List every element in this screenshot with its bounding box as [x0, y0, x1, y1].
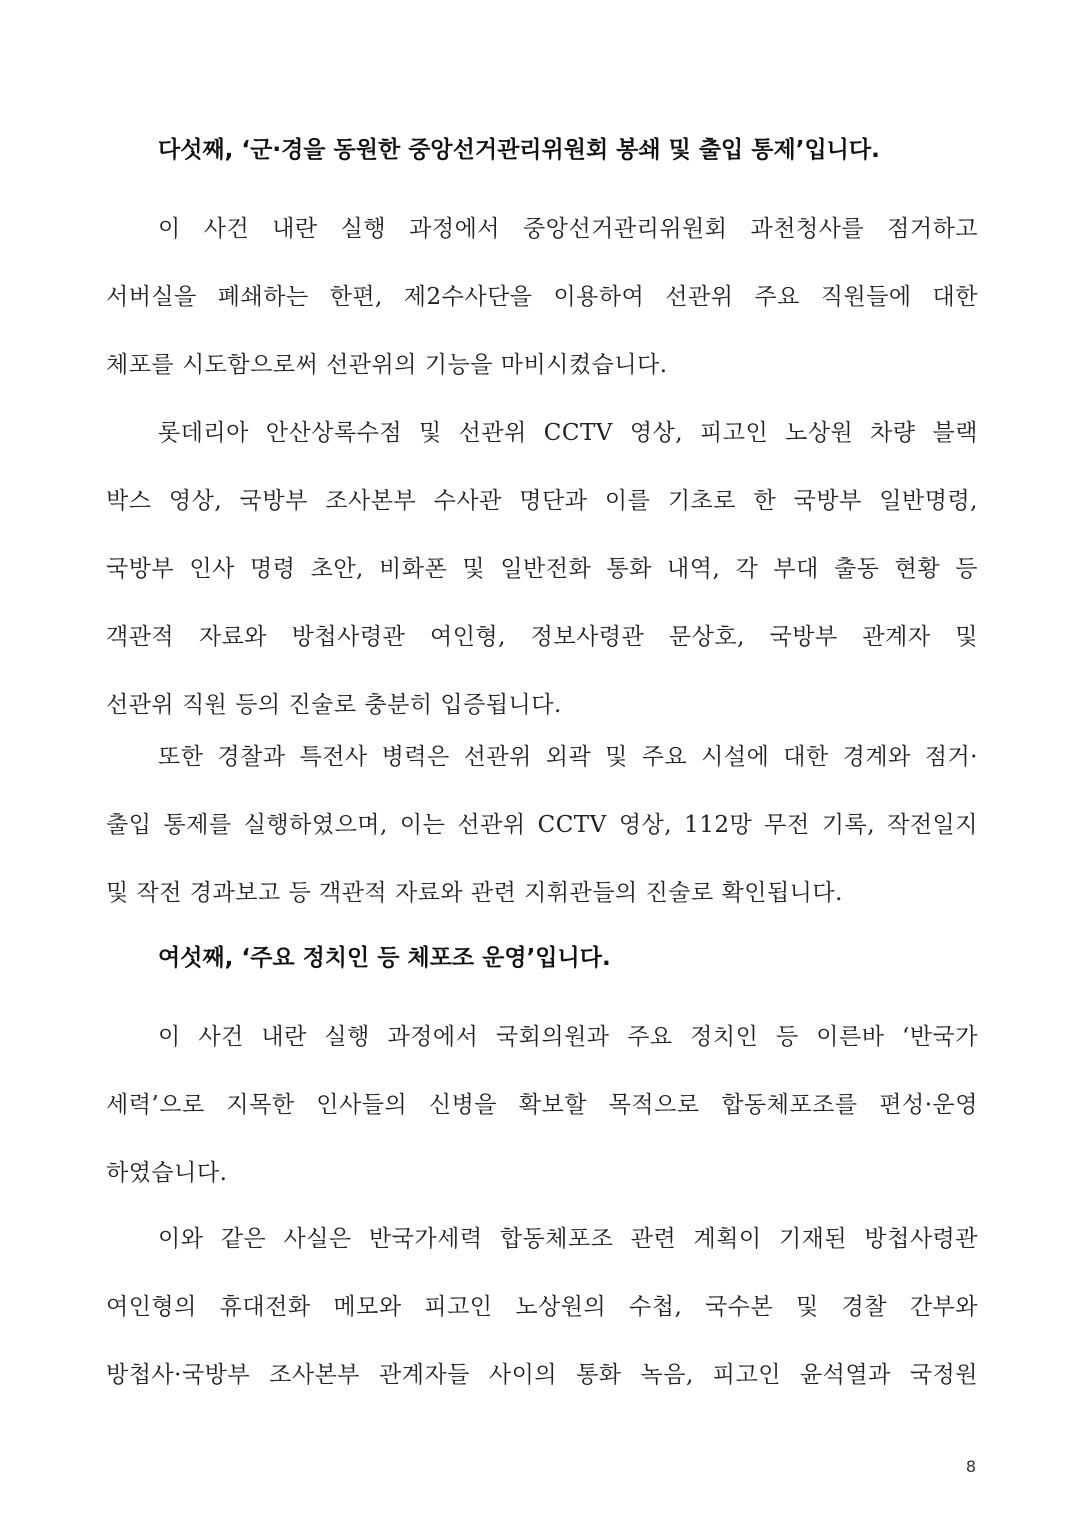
text-line: 박스 영상, 국방부 조사본부 수사관 명단과 이를 기초로 한 국방부 일반명령, — [106, 488, 978, 514]
text-line: 체포를 시도함으로써 선관위의 기능을 마비시켰습니다. — [106, 352, 668, 378]
text-line: 하였습니다. — [106, 1160, 228, 1186]
text-line: 국방부 인사 명령 초안, 비화폰 및 일반전화 통화 내역, 각 부대 출동 현황 등 — [106, 556, 978, 582]
text-line: 또한 경찰과 특전사 병력은 선관위 외곽 및 주요 시설에 대한 경계와 점거· — [158, 744, 978, 770]
section-5-heading: 다섯째, ‘군·경을 동원한 중앙선거관리위원회 봉쇄 및 출입 통제’입니다. — [158, 137, 880, 163]
text-line: 및 작전 경과보고 등 객관적 자료와 관련 지휘관들의 진술로 확인됩니다. — [106, 880, 843, 906]
text-line: 롯데리아 안산상록수점 및 선관위 CCTV 영상, 피고인 노상원 차량 블랙 — [158, 420, 978, 446]
text-line: 선관위 직원 등의 진술로 충분히 입증됩니다. — [106, 692, 562, 718]
section-6-paragraph-1 — [106, 1020, 978, 1190]
text-line: 이 사건 내란 실행 과정에서 중앙선거관리위원회 과천청사를 점거하고 — [158, 216, 978, 242]
section-5-paragraph-1 — [106, 212, 978, 382]
section-6-paragraph-2 — [106, 1222, 978, 1392]
section-5-paragraph-2 — [106, 416, 978, 722]
text-line: 서버실을 폐쇄하는 한편, 제2수사단을 이용하여 선관위 주요 직원들에 대한 — [106, 284, 978, 310]
text-line: 객관적 자료와 방첩사령관 여인형, 정보사령관 문상호, 국방부 관계자 및 — [106, 624, 978, 650]
section-6-heading: 여섯째, ‘주요 정치인 등 체포조 운영’입니다. — [158, 945, 611, 971]
text-line: 방첩사·국방부 조사본부 관계자들 사이의 통화 녹음, 피고인 윤석열과 국정원 — [106, 1362, 978, 1388]
text-line: 출입 통제를 실행하였으며, 이는 선관위 CCTV 영상, 112망 무전 기록, 작전일지 — [106, 812, 978, 838]
page-number: 8 — [965, 1457, 976, 1476]
section-5-paragraph-3 — [106, 740, 978, 910]
text-line: 여인형의 휴대전화 메모와 피고인 노상원의 수첩, 국수본 및 경찰 간부와 — [106, 1294, 978, 1320]
text-line: 이 사건 내란 실행 과정에서 국회의원과 주요 정치인 등 이른바 ‘반국가 — [158, 1024, 978, 1050]
text-line: 이와 같은 사실은 반국가세력 합동체포조 관련 계획이 기재된 방첩사령관 — [158, 1226, 978, 1252]
text-line: 세력’으로 지목한 인사들의 신병을 확보할 목적으로 합동체포조를 편성·운영 — [106, 1092, 978, 1118]
